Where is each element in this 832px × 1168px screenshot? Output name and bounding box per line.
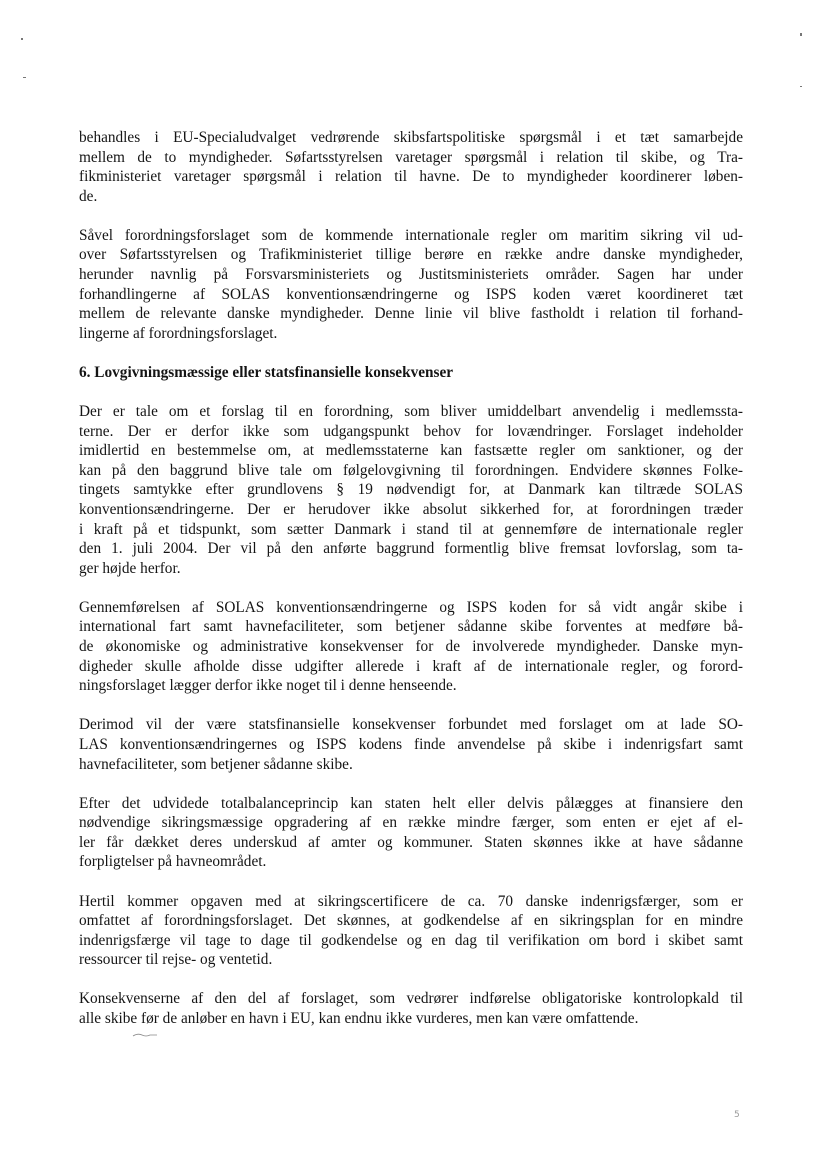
text-line: konventionsændringerne. Der er herudover ikke absolut sikkerhed for, at forordningen træder xyxy=(79,501,743,518)
text-line: imidlertid en bestemmelse om, at medlemsstaterne kan fastsætte regler om sanktioner, og der xyxy=(79,442,743,460)
text-line: terne. Der er derfor ikke som udgangspunkt behov for lovændringer. Forslaget indeholder xyxy=(79,422,743,440)
text-line: digheder skulle afholde disse udgifter allerede i kraft af de internationale regler, og forord- xyxy=(79,657,743,675)
text-line: i kraft på et tidspunkt, som sætter Danmark i stand til at gennemføre de internationale regler xyxy=(79,520,743,538)
text-line: Gennemførelsen af SOLAS konventionsændringerne og ISPS koden for så vidt angår skibe i xyxy=(79,598,743,616)
text-line: behandles i EU-Specialudvalget vedrørende skibsfartspolitiske spørgsmål i et tæt samarbejde xyxy=(79,129,743,146)
paragraph xyxy=(79,892,743,970)
text-line: ningsforslaget lægger derfor ikke noget til i denne henseende. xyxy=(79,677,457,695)
text-line: den 1. juli 2004. Der vil på den anførte baggrund formentlig blive fremsat lovforslag, som ta- xyxy=(79,540,743,558)
text-line: ressourcer til rejse- og ventetid. xyxy=(79,951,273,969)
text-line: alle skibe før de anløber en havn i EU, kan endnu ikke vurderes, men kan være omfattende. xyxy=(79,1009,639,1027)
text-line: Hertil kommer opgaven med at sikringscertificere de ca. 70 danske indenrigsfærger, som er xyxy=(79,892,743,910)
text-line: international fart samt havnefaciliteter, som betjener sådanne skibe forventes at medføre bå- xyxy=(79,618,743,636)
scan-speck xyxy=(21,38,23,40)
text-line: forpligtelser på havneområdet. xyxy=(79,853,267,871)
scan-speck xyxy=(800,86,802,87)
text-line: ger højde herfor. xyxy=(79,559,181,577)
text-line: over Søfartsstyrelsen og Trafikministeriet tillige berøre en række andre danske myndigheder, xyxy=(79,246,743,264)
document-body xyxy=(79,128,743,1048)
text-line: nødvendige sikringsmæssige opgradering af en række mindre færger, som enten er ejet af el- xyxy=(79,814,743,832)
paragraph xyxy=(79,598,743,696)
text-line: LAS konventionsændringernes og ISPS kodens finde anvendelse på skibe i indenrigsfart samt xyxy=(79,735,743,753)
text-line: de økonomiske og administrative konsekvenser for de involverede myndigheder. Danske myn- xyxy=(79,638,743,656)
text-line: kan på den baggrund blive tale om følgelovgivning til forordningen. Endvidere skønnes Folke- xyxy=(79,461,743,479)
text-line: de. xyxy=(79,187,98,205)
text-line: herunder navnlig på Forsvarsministeriets og Justitsministeriets områder. Sagen har under xyxy=(79,266,743,284)
text-line: mellem de to myndigheder. Søfartsstyrelsen varetager spørgsmål i relation til skibe, og Tra- xyxy=(79,148,743,166)
text-line: Konsekvenserne af den del af forslaget, som vedrører indførelse obligatoriske kontrolopkald til xyxy=(79,990,743,1008)
paragraph xyxy=(79,794,743,872)
paragraph xyxy=(79,402,743,578)
text-line: ler får dækket deres underskud af amter og kommuner. Staten skønnes ikke at have sådanne xyxy=(79,833,743,851)
text-line: indenrigsfærge vil tage to dage til godkendelse og en dag til verifikation om bord i skibet samt xyxy=(79,931,743,949)
page-number: 5 xyxy=(734,1110,740,1120)
text-line: forhandlingerne af SOLAS konventionsændringerne og ISPS koden været koordineret tæt xyxy=(79,285,743,303)
text-line: Såvel forordningsforslaget som de kommende internationale regler om maritim sikring vil ud- xyxy=(79,226,743,244)
paragraph xyxy=(79,128,743,206)
text-line: mellem de relevante danske myndigheder. Denne linie vil blive fastholdt i relation til forhand- xyxy=(79,305,743,323)
text-line: havnefaciliteter, som betjener sådanne skibe. xyxy=(79,755,353,773)
paragraph xyxy=(79,715,743,774)
scan-squiggle-mark xyxy=(132,1032,158,1038)
paragraph xyxy=(79,226,743,344)
text-line: Efter det udvidede totalbalanceprincip kan staten helt eller delvis pålægges at finansiere den xyxy=(79,794,743,812)
text-line: Derimod vil der være statsfinansielle konsekvenser forbundet med forslaget om at lade SO- xyxy=(79,716,743,734)
scan-speck xyxy=(800,33,802,36)
paragraph xyxy=(79,989,743,1028)
text-line: omfattet af forordningsforslaget. Det skønnes, at godkendelse af en sikringsplan for en mindre xyxy=(79,912,743,930)
text-line: Der er tale om et forslag til en forordning, som bliver umiddelbart anvendelig i medlemssta- xyxy=(79,403,743,421)
text-line: tingets samtykke efter grundlovens § 19 nødvendigt for, at Danmark kan tiltræde SOLAS xyxy=(79,481,743,499)
text-line: lingerne af forordningsforslaget. xyxy=(79,324,278,342)
section-heading: 6. Lovgivningsmæssige eller statsfinansielle konsekvenser xyxy=(79,363,454,381)
text-line: fikministeriet varetager spørgsmål i relation til havne. De to myndigheder koordinerer løben- xyxy=(79,168,743,186)
scan-speck xyxy=(23,77,26,78)
